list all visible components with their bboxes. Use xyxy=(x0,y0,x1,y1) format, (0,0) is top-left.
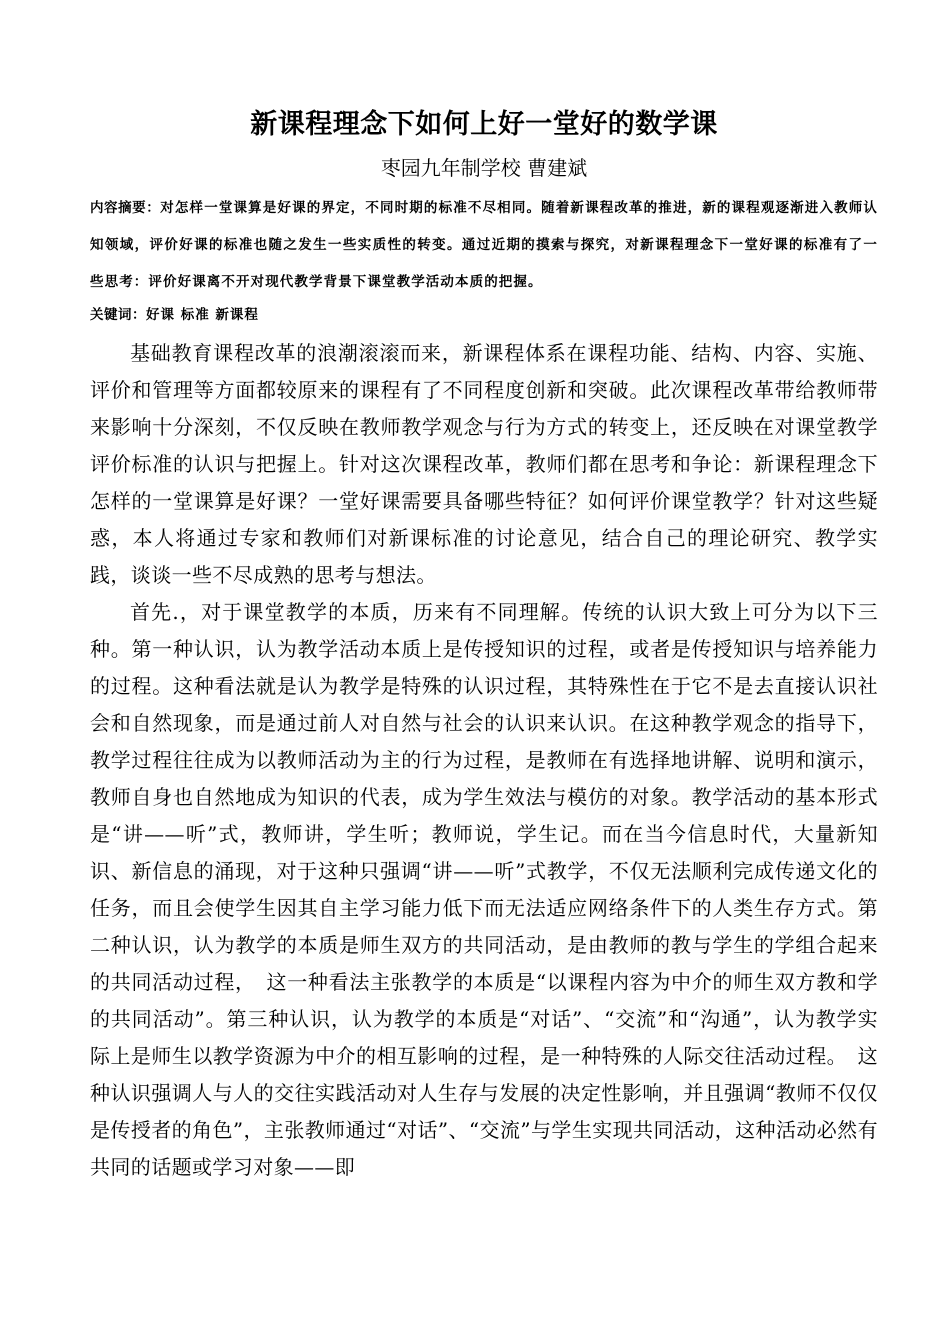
abstract-label: 内容摘要： xyxy=(90,200,161,216)
keywords xyxy=(90,301,878,329)
keywords-label: 关键词： xyxy=(90,307,146,323)
abstract-text: 对怎样一堂课算是好课的界定，不同时期的标准不尽相同。随着新课程改革的推进，新的课程观逐渐进入教师认知领域，评价好课的标准也随之发生一些实质性的转变。通过近期的摸索与探究，对新课程理念下一堂好课的标准有了一些思考：评价好课离不开对现代教学背景下课堂教学活动本质的把握。 xyxy=(90,200,878,290)
abstract xyxy=(90,190,878,301)
keywords-text: 好课 标准 新课程 xyxy=(146,307,259,323)
document-page xyxy=(90,100,878,1186)
body-paragraph-2: 首先.，对于课堂教学的本质，历来有不同理解。传统的认识大致上可分为以下三种。第一种认识，认为教学活动本质上是传授知识的过程，或者是传授知识与培养能力的过程。这种看法就是认为教学是特殊的认识过程，其特殊性在于它不是去直接认识社会和自然现象，而是通过前人对自然与社会的认识来认识。在这种教学观念的指导下，教学过程往往成为以教师活动为主的行为过程，是教师在有选择地讲解、说明和演示，教师自身也自然地成为知识的代表，成为学生效法与模仿的对象。教学活动的基本形式是“讲——听”式，教师讲，学生听；教师说，学生记。而在当今信息时代，大量新知识、新信息的涌现，对于这种只强调“讲——听”式教学，不仅无法顺利完成传递文化的任务，而且会使学生因其自主学习能力低下而无法适应网络条件下的人类生存方式。第二种认识，认为教学的本质是师生双方的共同活动，是由教师的教与学生的学组合起来的共同活动过程， 这一种看法主张教学的本质是“以课程内容为中介的师生双方教和学的共同活动”。第三种认识，认为教学的本质是“对话”、“交流”和“沟通”，认为教学实际上是师生以教学资源为中介的相互影响的过程，是一种特殊的人际交往活动过程。 这种认识强调人与人的交往实践活动对人生存与发展的决定性影响，并且强调“教师不仅仅是传授者的角色”，主张教师通过“对话”、“交流”与学生实现共同活动，这种活动必然有共同的话题或学习对象——即 xyxy=(90,600,878,1179)
author-line: 枣园九年制学校 曹建斌 xyxy=(380,156,588,180)
body-paragraph-1: 基础教育课程改革的浪潮滚滚而来，新课程体系在课程功能、结构、内容、实施、评价和管理等方面都较原来的课程有了不同程度创新和突破。此次课程改革带给教师带来影响十分深刻，不仅反映在教师教学观念与行为方式的转变上，还反映在对课堂教学评价标准的认识与把握上。针对这次课程改革，教师们都在思考和争论：新课程理念下怎样的一堂课算是好课？一堂好课需要具备哪些特征？如何评价课堂教学？针对这些疑惑，本人将通过专家和教师们对新课标准的讨论意见，结合自己的理论研究、教学实践，谈谈一些不尽成熟的思考与想法。 xyxy=(90,341,878,587)
document-title: 新课程理念下如何上好一堂好的数学课 xyxy=(250,109,718,140)
